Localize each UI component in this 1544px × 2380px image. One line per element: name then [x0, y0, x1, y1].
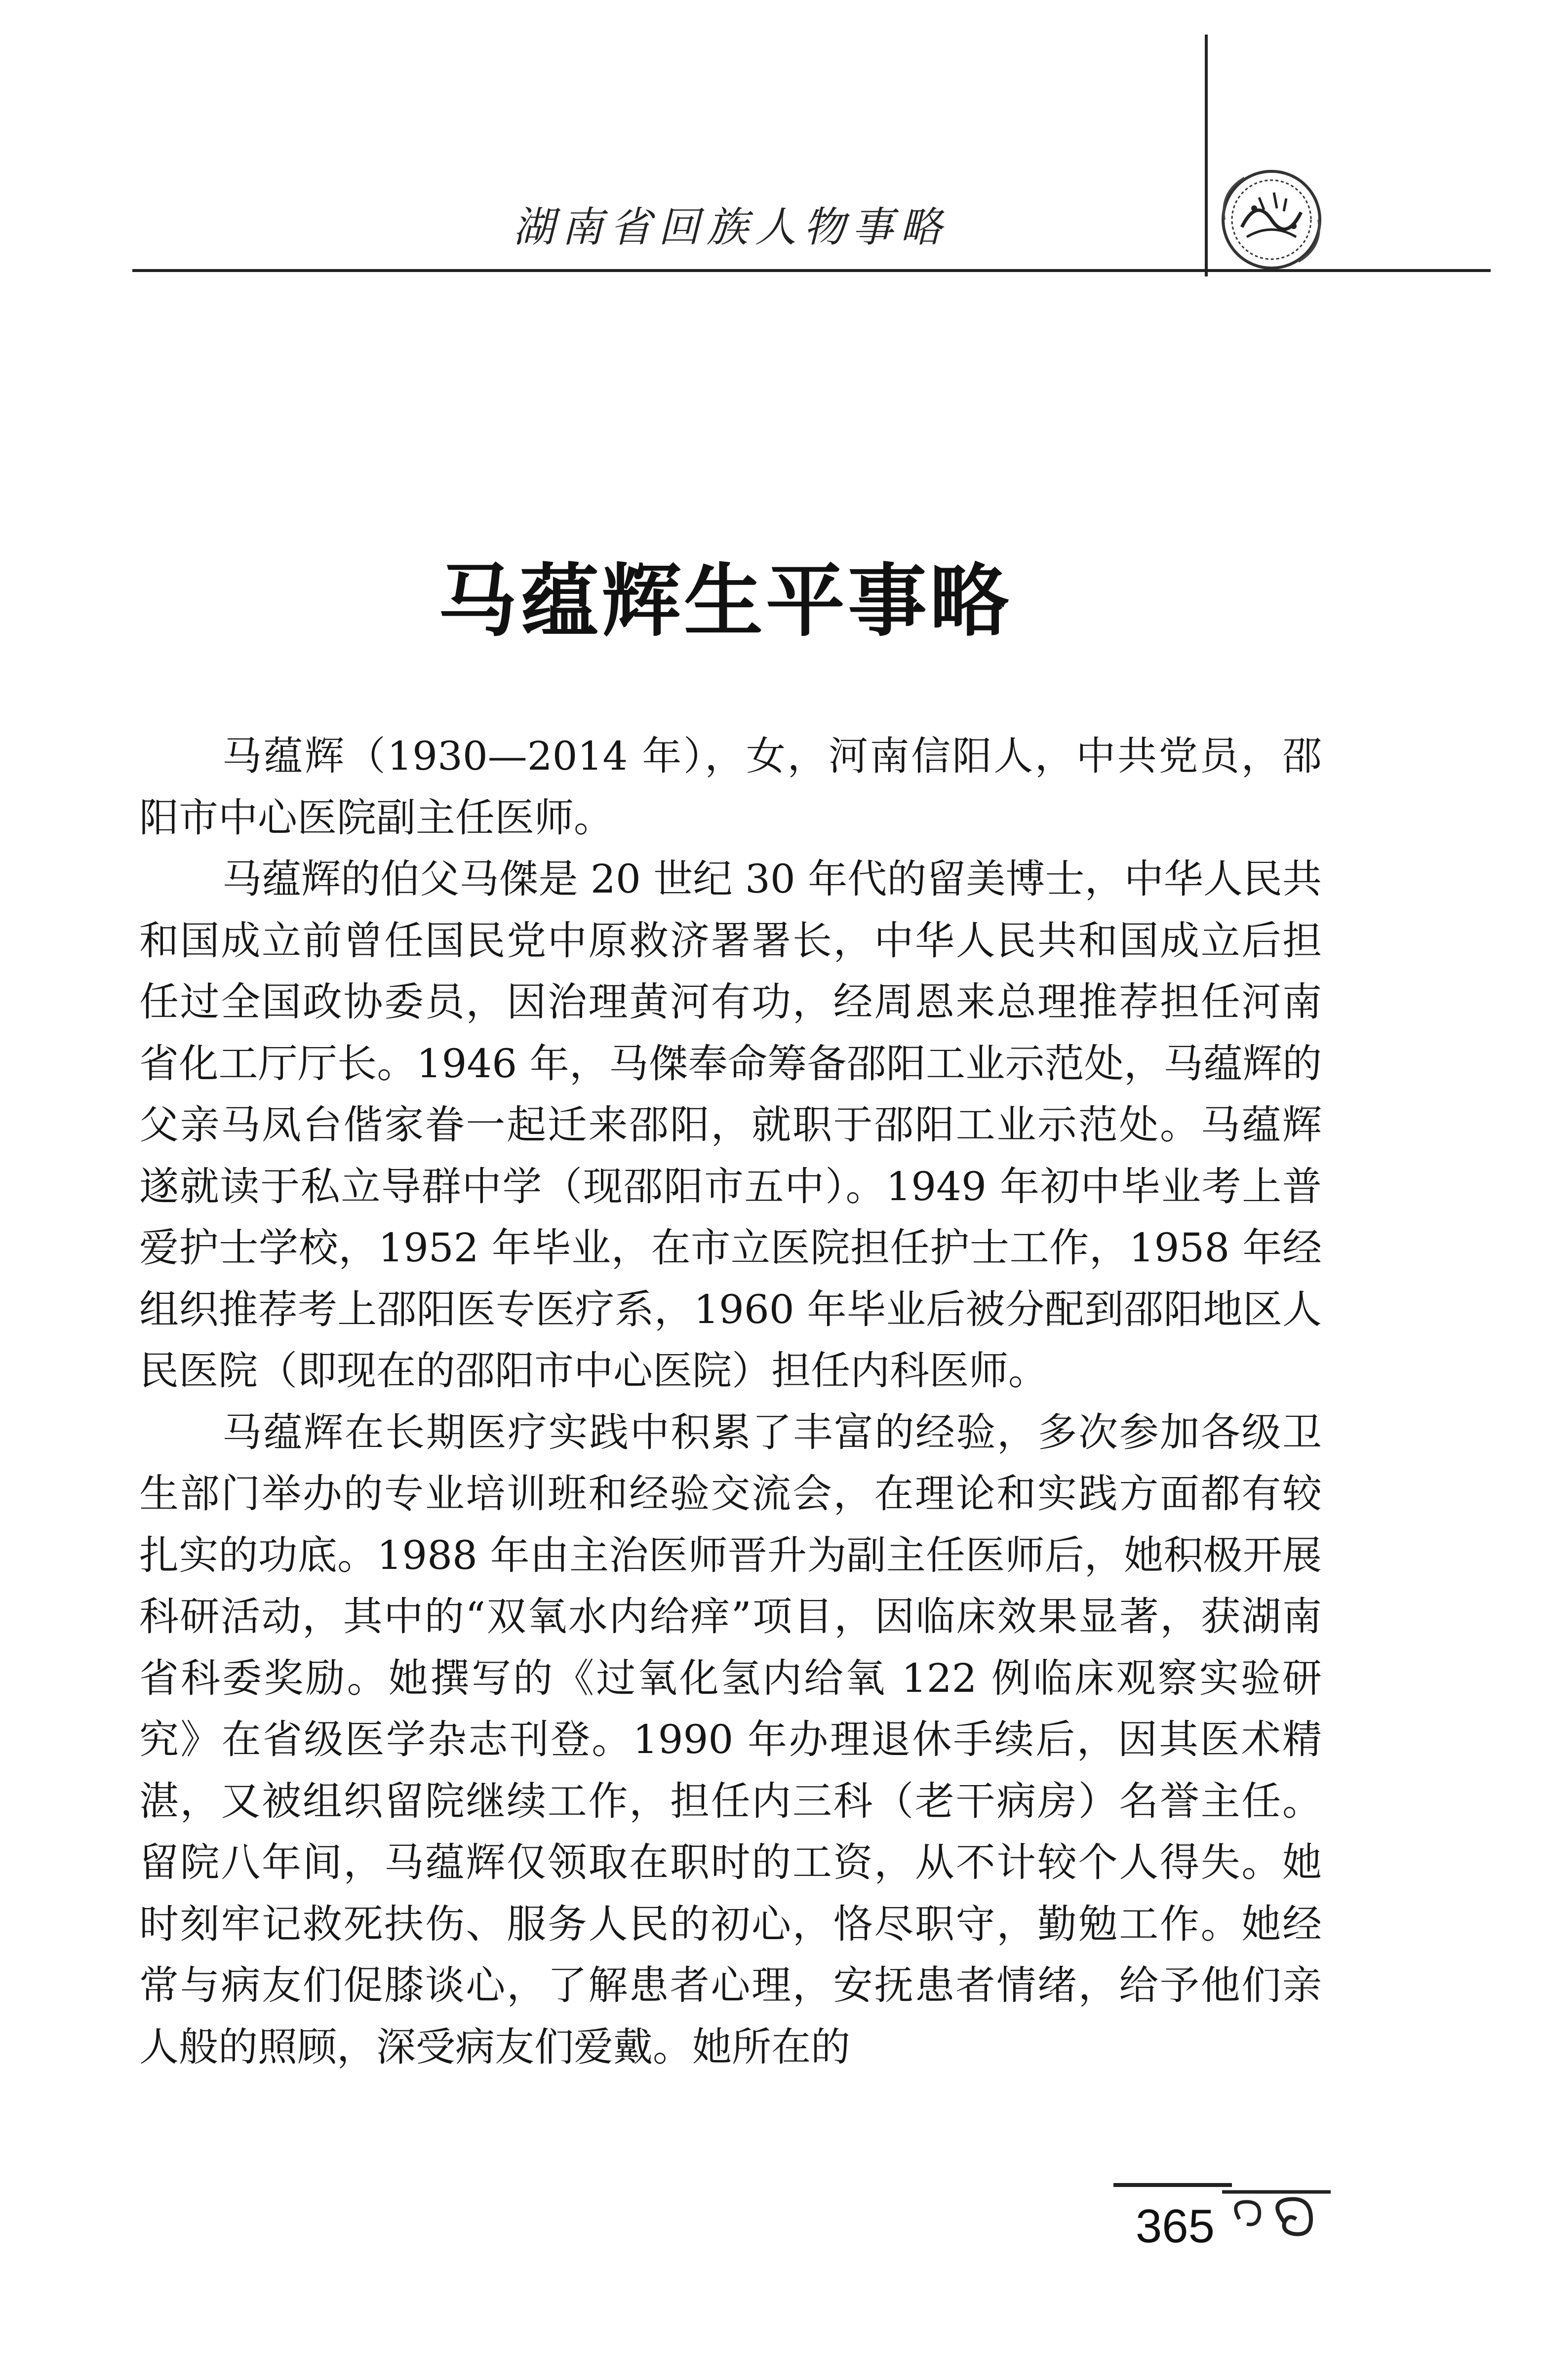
article-title: 马蕴辉生平事略: [437, 554, 1012, 648]
calligraphy-ornament-icon: [1215, 163, 1328, 276]
footer-rule: [1113, 2183, 1232, 2187]
paragraph: 马蕴辉（1930—2014 年），女，河南信阳人，中共党员，邵阳市中心医院副主任医师。: [139, 733, 1322, 841]
header-rule: [132, 269, 1491, 272]
article-body: [139, 726, 1322, 2078]
header-vertical-rule: [1205, 35, 1208, 276]
paragraph: 马蕴辉的伯父马傑是 20 世纪 30 年代的留美博士，中华人民共和国成立前曾任国民党中原救济署署长，中华人民共和国成立后担任过全国政协委员，因治理黄河有功，经周恩来总理推荐担任河南省化工厅厅长。1946 年，马傑奉命筹备邵阳工业示范处，马蕴辉的父亲马凤台偕家眷一起迁来邵阳，就职于邵阳工业示范处。马蕴辉遂就读于私立导群中学（现邵阳市五中）。1949 年初中毕业考上普爱护士学校，1952 年毕业，在市立医院担任护士工作，1958 年经组织推荐考上邵阳医专医疗系，1960 年毕业后被分配到邵阳地区人民医院（即现在的邵阳市中心医院）担任内科医师。: [139, 856, 1322, 1394]
swirl-ornament-icon: [1220, 2172, 1333, 2246]
running-title: 湖南省回族人物事略: [513, 203, 949, 251]
page-number: 365: [1135, 2200, 1215, 2253]
paragraph: 马蕴辉在长期医疗实践中积累了丰富的经验，多次参加各级卫生部门举办的专业培训班和经验交流会，在理论和实践方面都有较扎实的功底。1988 年由主治医师晋升为副主任医师后，她积极开展科研活动，其中的“双氧水内给痒”项目，因临床效果显著，获湖南省科委奖励。她撰写的《过氧化氢内给氧 122 例临床观察实验研究》在省级医学杂志刊登。1990 年办理退休手续后，因其医术精湛，又被组织留院继续工作，担任内三科（老干病房）名誉主任。留院八年间，马蕴辉仅领取在职时的工资，从不计较个人得失。她时刻牢记救死扶伤、服务人民的初心，恪尽职守，勤勉工作。她经常与病友们促膝谈心，了解患者心理，安抚患者情绪，给予他们亲人般的照顾，深受病友们爱戴。她所在的: [139, 1409, 1322, 2070]
